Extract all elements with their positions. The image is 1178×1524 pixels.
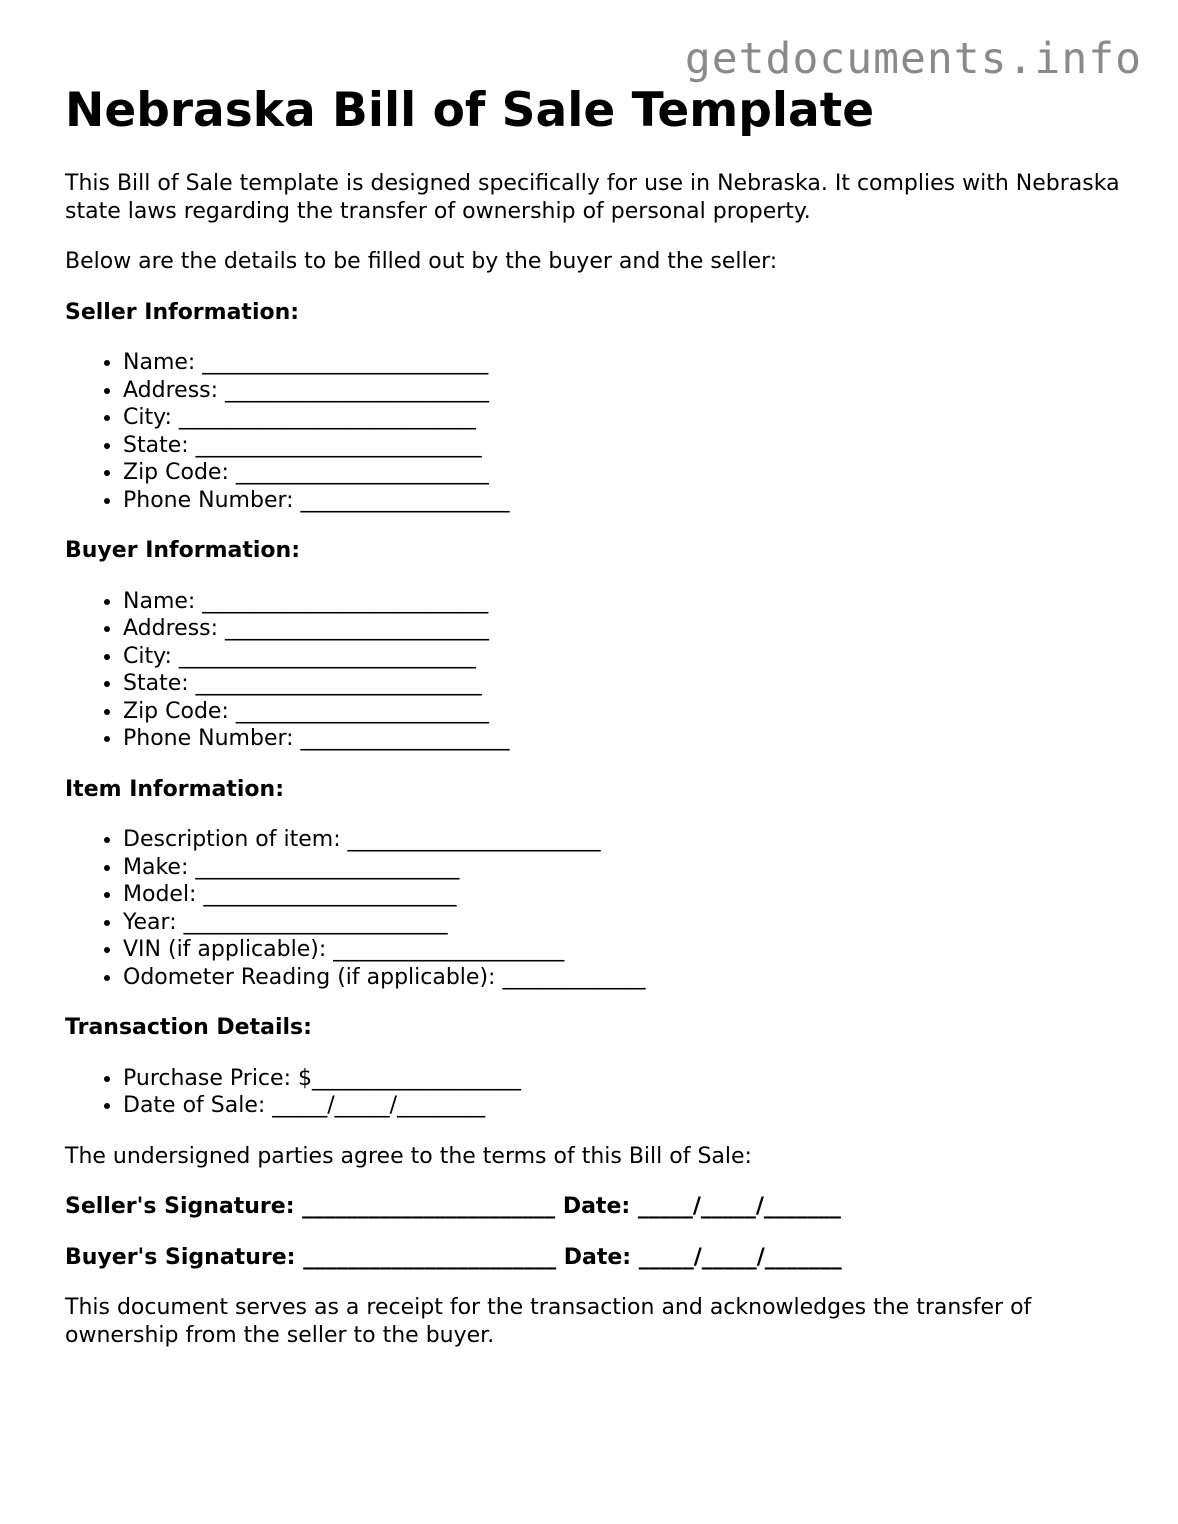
item-odometer-field: • Odometer Reading (if applicable): _____________ [123, 964, 1125, 992]
page-title: Nebraska Bill of Sale Template [65, 83, 875, 138]
buyer-state-field: • State: __________________________ [123, 670, 1125, 698]
buyer-address-field: • Address: ________________________ [123, 615, 1125, 643]
item-make-field: • Make: ________________________ [123, 854, 1125, 882]
item-year-field: • Year: ________________________ [123, 909, 1125, 937]
buyer-signature-line: Buyer's Signature: _______________________ Date: _____/_____/_______ [65, 1244, 842, 1270]
closing-paragraph: This document serves as a receipt for the transaction and acknowledges the transfer of ownership from the seller to the buyer. [65, 1295, 1032, 1348]
seller-phone-field: • Phone Number: ___________________ [123, 487, 1125, 515]
purchase-price-field: • Purchase Price: $___________________ [123, 1065, 1125, 1093]
item-model-field: • Model: _______________________ [123, 881, 1125, 909]
transaction-section-heading: Transaction Details: [65, 1015, 312, 1040]
seller-name-field: • Name: __________________________ [123, 349, 1125, 377]
item-vin-field: • VIN (if applicable): _____________________ [123, 936, 1125, 964]
date-of-sale-field: • Date of Sale: _____/_____/________ [123, 1092, 1125, 1120]
seller-field-list [65, 349, 1125, 514]
buyer-section-heading: Buyer Information: [65, 538, 300, 563]
buyer-name-field: • Name: __________________________ [123, 588, 1125, 616]
buyer-phone-field: • Phone Number: ___________________ [123, 725, 1125, 753]
buyer-zip-field: • Zip Code: _______________________ [123, 698, 1125, 726]
intro-paragraph: This Bill of Sale template is designed specifically for use in Nebraska. It complies with Nebraska state laws regarding the transfer of ownership of personal property. [65, 171, 1120, 224]
document-body [65, 84, 1125, 1349]
agreement-statement: The undersigned parties agree to the terms of this Bill of Sale: [65, 1143, 752, 1169]
item-description-field: • Description of item: _______________________ [123, 826, 1125, 854]
instructions-paragraph: Below are the details to be filled out by the buyer and the seller: [65, 249, 778, 274]
seller-signature-line: Seller's Signature: _______________________ Date: _____/_____/_______ [65, 1194, 841, 1219]
transaction-field-list [65, 1065, 1125, 1120]
seller-section-heading: Seller Information: [65, 299, 300, 325]
item-field-list [65, 826, 1125, 991]
buyer-city-field: • City: ___________________________ [123, 643, 1125, 671]
seller-city-field: • City: ___________________________ [123, 404, 1125, 432]
buyer-field-list [65, 588, 1125, 753]
seller-state-field: • State: __________________________ [123, 432, 1125, 460]
seller-address-field: • Address: ________________________ [123, 377, 1125, 405]
watermark: getdocuments.info [684, 34, 1142, 84]
item-section-heading: Item Information: [65, 776, 284, 802]
seller-zip-field: • Zip Code: _______________________ [123, 459, 1125, 487]
